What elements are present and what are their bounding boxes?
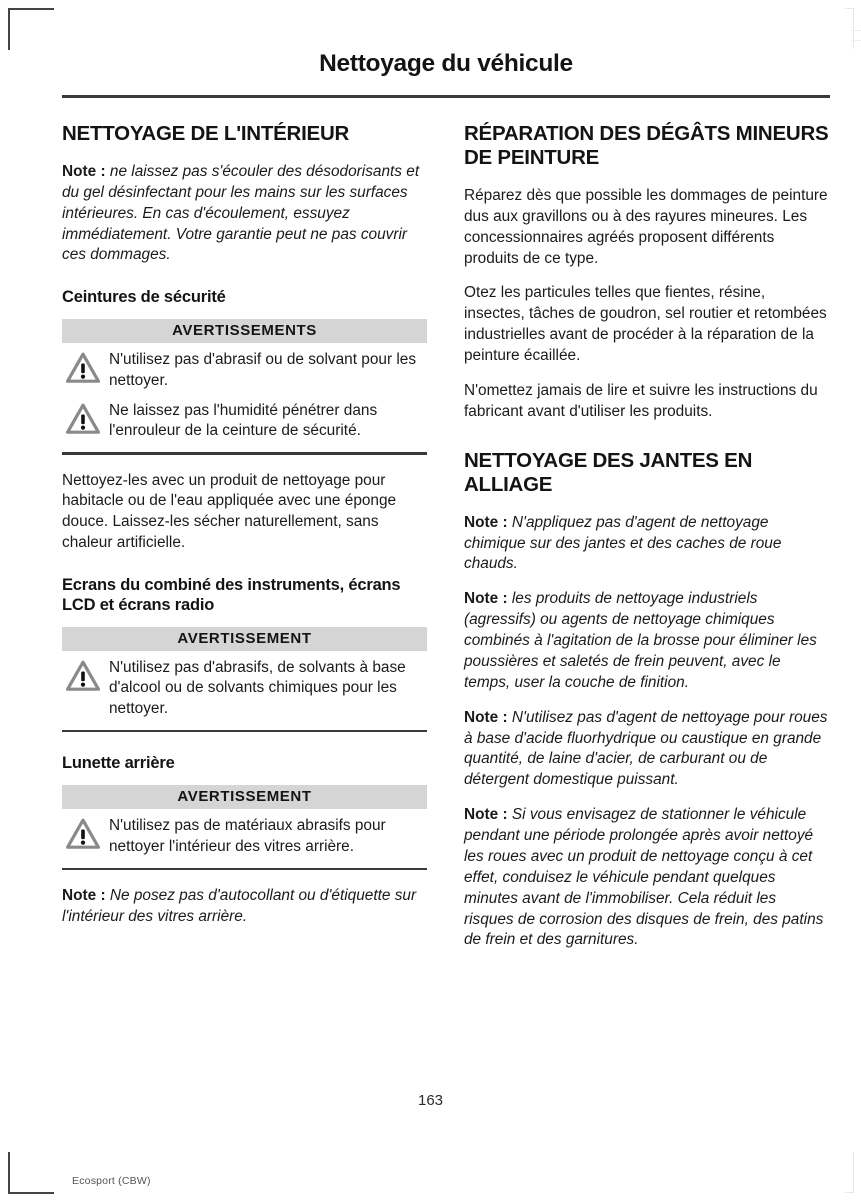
note-label: Note : xyxy=(464,590,508,608)
note-text: Ne posez pas d'autocollant ou d'étiquette sur l'intérieur des vitres arrière. xyxy=(62,887,417,925)
warning-block-divider xyxy=(62,868,427,871)
left-column xyxy=(62,122,427,965)
note-text: N'utilisez pas d'agent de nettoyage pour roues à base d'acide fluorhydrique ou caustique en grande quantité, de laine d'acier, de carburant ou de détergent domestique puissant. xyxy=(464,708,828,789)
note-label: Note : xyxy=(464,708,508,726)
warning-text: Ne laissez pas l'humidité pénétrer dans l'enrouleur de la ceinture de sécurité. xyxy=(109,401,378,440)
note-rear-window xyxy=(62,886,427,928)
warning-triangle-icon xyxy=(66,818,100,849)
note-alloy-1 xyxy=(464,513,829,576)
warning-block-header: AVERTISSEMENTS xyxy=(62,319,427,343)
edge-tick xyxy=(851,30,861,31)
page-running-header xyxy=(62,50,830,78)
paragraph-paint-repair-3: N'omettez jamais de lire et suivre les instructions du fabricant avant d'utiliser les produits. xyxy=(464,381,818,420)
note-label: Note : xyxy=(62,162,106,180)
warning-text: N'utilisez pas d'abrasifs, de solvants à base d'alcool ou de solvants chimiques pour les nettoyer. xyxy=(109,658,406,718)
subsection-heading-rear-window: Lunette arrière xyxy=(62,754,175,773)
subsection-heading-displays: Ecrans du combiné des instruments, écrans LCD et écrans radio xyxy=(62,576,401,614)
right-column xyxy=(464,122,829,965)
warning-item xyxy=(62,394,427,444)
page-number: 163 xyxy=(417,1092,444,1109)
note-label: Note : xyxy=(464,513,508,531)
note-label: Note : xyxy=(464,806,508,824)
crop-mark-bottom-left xyxy=(8,1152,54,1194)
note-text: N'appliquez pas d'agent de nettoyage chimique sur des jantes et des caches de roue chauds. xyxy=(464,513,782,573)
warning-text: N'utilisez pas d'abrasif ou de solvant pour les nettoyer. xyxy=(109,351,417,389)
section-title-interior-cleaning: NETTOYAGE DE L'INTÉRIEUR xyxy=(62,122,350,145)
section-title-alloy-wheels: NETTOYAGE DES JANTES EN ALLIAGE xyxy=(464,448,753,496)
warning-triangle-icon xyxy=(66,352,100,383)
header-divider xyxy=(62,95,830,98)
warning-triangle-icon xyxy=(66,660,100,691)
warning-triangle-icon xyxy=(66,403,100,434)
imprint-model-code: Ecosport (CBW) xyxy=(72,1175,151,1187)
note-interior-intro xyxy=(62,162,427,266)
crop-mark-bottom-right xyxy=(845,1152,854,1193)
note-text: ne laissez pas s'écouler des désodorisants et du gel désinfectant pour les mains sur les surfaces intérieures. En cas d'écoulement, essuyez immédiatement. Votre garantie peut ne pas couvrir ces dommages. xyxy=(62,162,420,264)
note-alloy-3 xyxy=(464,708,829,792)
crop-mark-top-left xyxy=(8,8,54,50)
page-title: Nettoyage du véhicule xyxy=(319,50,573,77)
warning-block-rear-window xyxy=(62,785,427,870)
warning-block-divider xyxy=(62,730,427,733)
warning-block-header: AVERTISSEMENT xyxy=(62,627,427,651)
note-label: Note : xyxy=(62,887,106,905)
edge-tick xyxy=(851,40,861,41)
warning-block-divider xyxy=(62,452,427,455)
warning-item xyxy=(62,809,427,859)
paragraph-seatbelt-cleaning: Nettoyez-les avec un produit de nettoyage pour habitacle ou de l'eau appliquée avec une éponge douce. Laissez-les sécher naturellement, sans chaleur artificielle. xyxy=(62,471,397,552)
subsection-heading-seatbelts: Ceintures de sécurité xyxy=(62,288,226,307)
warning-block-displays xyxy=(62,627,427,733)
warning-block-seatbelts xyxy=(62,319,427,454)
note-alloy-4 xyxy=(464,805,829,951)
warning-item xyxy=(62,651,427,722)
warning-item xyxy=(62,343,427,393)
warning-text: N'utilisez pas de matériaux abrasifs pour nettoyer l'intérieur des vitres arrière. xyxy=(109,817,386,855)
note-text: les produits de nettoyage industriels (agressifs) ou agents de nettoyage chimiques combinés à l'agitation de la brosse pour éliminer les poussières et saletés de frein peuvent, avec le temps, user la couche de finition. xyxy=(464,590,817,691)
two-column-body xyxy=(62,122,830,965)
paragraph-paint-repair-2: Otez les particules telles que fientes, résine, insectes, tâches de goudron, sel routier et retombées industrielles avant de procéder à la réparation de la peinture écaillée. xyxy=(464,284,827,365)
crop-mark-top-right xyxy=(845,8,854,49)
warning-block-header: AVERTISSEMENT xyxy=(62,785,427,809)
note-text: Si vous envisagez de stationner le véhicule pendant une période prolongée après avoir nettoyé les roues avec un produit de nettoyage conçu à cet effet, conduisez le véhicule pendant quelques minutes avant de l'immobiliser. Cela réduit les risques de corrosion des disques de frein, des patins de frein et des garnitures. xyxy=(464,806,824,949)
note-alloy-2 xyxy=(464,589,829,693)
paragraph-paint-repair-1: Réparez dès que possible les dommages de peinture dus aux gravillons ou à des rayures mineures. Les concessionnaires agréés proposent différents produits de ce type. xyxy=(464,186,828,267)
section-title-paint-repair: RÉPARATION DES DÉGÂTS MINEURS DE PEINTURE xyxy=(464,122,829,169)
